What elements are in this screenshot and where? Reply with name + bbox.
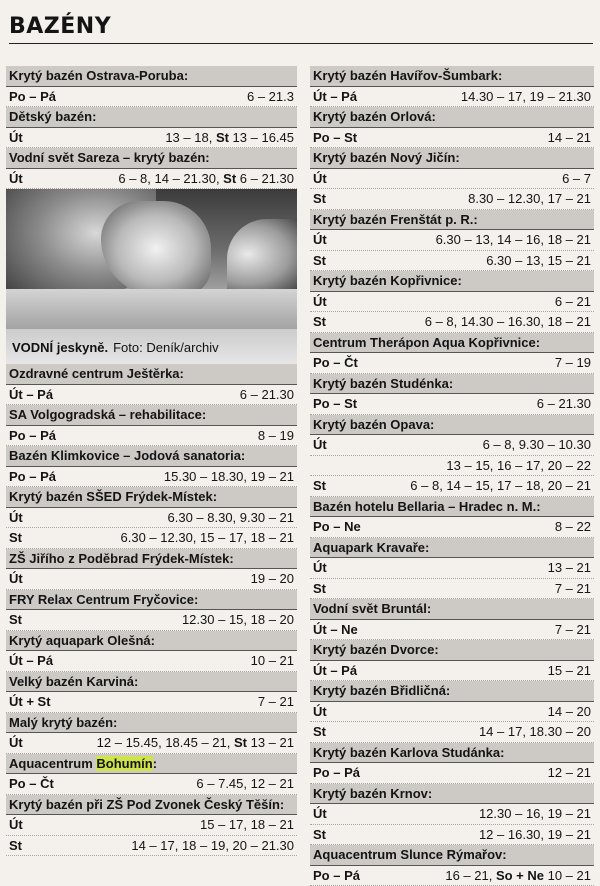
schedule-row [310, 292, 594, 313]
schedule-times: 6 – 21.3 [247, 87, 294, 107]
pool-name: Krytý bazén Nový Jičín: [310, 148, 594, 169]
pool-name: Krytý bazén Dvorce: [310, 640, 594, 661]
schedule-times: 7 – 19 [555, 353, 591, 373]
schedule-times: 6 – 7.45, 12 – 21 [196, 774, 294, 794]
schedule-times: 6 – 8, 14.30 – 16.30, 18 – 21 [425, 312, 591, 332]
schedule-times: 6 – 21.30 [537, 394, 591, 414]
schedule-days: St [313, 312, 326, 332]
schedule-days: St [216, 130, 229, 145]
schedule-times: 7 – 21 [555, 579, 591, 599]
schedule-times: 6 – 8, 14 – 15, 17 – 18, 20 – 21 [410, 476, 591, 496]
schedule-days: Po – Pá [313, 763, 360, 783]
right-column [310, 66, 594, 886]
photo-water [6, 289, 297, 329]
schedule-times: 15 – 17, 18 – 21 [200, 815, 294, 835]
schedule-row [310, 517, 594, 538]
schedule-row [310, 661, 594, 682]
schedule-times: 16 – 21, So + Ne 10 – 21 [445, 866, 591, 886]
schedule-times: 14 – 21 [548, 128, 591, 148]
schedule-days: St [9, 610, 22, 630]
pool-name: Centrum Therápon Aqua Kopřivnice: [310, 333, 594, 354]
schedule-days: Út – Pá [313, 661, 357, 681]
schedule-days: Út [313, 558, 327, 578]
schedule-times: 6 – 8, 9.30 – 10.30 [483, 435, 591, 455]
schedule-row [310, 230, 594, 251]
pool-name: Bazén hotelu Bellaria – Hradec n. M.: [310, 497, 594, 518]
title-divider [9, 43, 593, 44]
schedule-days: So + Ne [496, 868, 544, 883]
schedule-times: 13 – 15, 16 – 17, 20 – 22 [446, 456, 591, 476]
schedule-days: Út [313, 435, 327, 455]
schedule-days: Út [9, 169, 23, 189]
schedule-times: 6 – 21.30 [240, 385, 294, 405]
schedule-days: St [234, 735, 247, 750]
schedule-times: 19 – 20 [251, 569, 294, 589]
schedule-days: Po – Čt [9, 774, 54, 794]
schedule-times: 15.30 – 18.30, 19 – 21 [164, 467, 294, 487]
schedule-row [6, 815, 297, 836]
schedule-days: St [313, 476, 326, 496]
schedule-times: 14 – 20 [548, 702, 591, 722]
schedule-times: 8.30 – 12.30, 17 – 21 [468, 189, 591, 209]
schedule-row [310, 87, 594, 108]
pool-name: ZŠ Jiřího z Poděbrad Frýdek-Místek: [6, 549, 297, 570]
cave-photo [6, 189, 297, 364]
schedule-days: St [313, 251, 326, 271]
schedule-row [310, 128, 594, 149]
schedule-days: Po – Pá [9, 426, 56, 446]
pool-name: Aquapark Kravaře: [310, 538, 594, 559]
schedule-days: St [313, 579, 326, 599]
photo-caption [12, 340, 219, 355]
schedule-row [6, 692, 297, 713]
left-column [6, 66, 297, 856]
schedule-days: Út [313, 292, 327, 312]
schedule-times: 8 – 22 [555, 517, 591, 537]
schedule-days: Út [313, 804, 327, 824]
schedule-times: 8 – 19 [258, 426, 294, 446]
schedule-times: 12 – 21 [548, 763, 591, 783]
schedule-times: 6.30 – 12.30, 15 – 17, 18 – 21 [121, 528, 294, 548]
schedule-row [310, 251, 594, 272]
schedule-row [6, 733, 297, 754]
schedule-times: 6.30 – 13, 14 – 16, 18 – 21 [436, 230, 591, 250]
schedule-days: Po – Pá [9, 467, 56, 487]
schedule-row [6, 467, 297, 488]
schedule-row [310, 763, 594, 784]
schedule-row [310, 312, 594, 333]
schedule-times: 12.30 – 15, 18 – 20 [182, 610, 294, 630]
schedule-row [6, 385, 297, 406]
pool-name: Krytý bazén Ostrava-Poruba: [6, 66, 297, 87]
schedule-row [6, 774, 297, 795]
schedule-row [310, 169, 594, 190]
pool-name: Krytý bazén Kopřivnice: [310, 271, 594, 292]
schedule-days: Út [9, 508, 23, 528]
schedule-days: Út – Pá [313, 87, 357, 107]
pool-name: Krytý bazén Orlová: [310, 107, 594, 128]
schedule-times: 7 – 21 [555, 620, 591, 640]
schedule-days: Po – St [313, 394, 357, 414]
page-title: BAZÉNY [9, 13, 111, 41]
schedule-row [310, 804, 594, 825]
schedule-row [310, 456, 594, 477]
schedule-row [310, 353, 594, 374]
pool-name: Krytý bazén Karlova Studánka: [310, 743, 594, 764]
schedule-row [310, 558, 594, 579]
schedule-days: Út [313, 702, 327, 722]
pool-name: Vodní svět Sareza – krytý bazén: [6, 148, 297, 169]
schedule-times: 14 – 17, 18 – 19, 20 – 21.30 [131, 836, 294, 856]
schedule-days: Út – Pá [9, 651, 53, 671]
pool-name: SA Volgogradská – rehabilitace: [6, 405, 297, 426]
schedule-days: Út – Ne [313, 620, 358, 640]
schedule-row [310, 702, 594, 723]
schedule-times: 6 – 8, 14 – 21.30, St 6 – 21.30 [118, 169, 294, 189]
photo-caption-title: VODNÍ jeskyně. [12, 340, 108, 355]
schedule-times: 12 – 16.30, 19 – 21 [479, 825, 591, 845]
schedule-days: Út [9, 815, 23, 835]
schedule-times: 13 – 21 [548, 558, 591, 578]
schedule-row [6, 651, 297, 672]
schedule-times: 6 – 7 [562, 169, 591, 189]
schedule-days: St [9, 836, 22, 856]
pool-name: Bazén Klimkovice – Jodová sanatoria: [6, 446, 297, 467]
schedule-times: 6.30 – 13, 15 – 21 [486, 251, 591, 271]
schedule-times: 6 – 21 [555, 292, 591, 312]
schedule-times: 10 – 21 [251, 651, 294, 671]
pool-name: Ozdravné centrum Ještěrka: [6, 364, 297, 385]
pool-name: Krytý bazén Břidličná: [310, 681, 594, 702]
schedule-days: Út – Pá [9, 385, 53, 405]
schedule-row [310, 189, 594, 210]
schedule-row [6, 569, 297, 590]
schedule-times: 14 – 17, 18.30 – 20 [479, 722, 591, 742]
schedule-days: St [313, 825, 326, 845]
schedule-row [310, 722, 594, 743]
schedule-row [6, 528, 297, 549]
schedule-days: Po – St [313, 128, 357, 148]
schedule-times: 12 – 15.45, 18.45 – 21, St 13 – 21 [97, 733, 294, 753]
schedule-row [6, 128, 297, 149]
pool-name: Krytý bazén SŠED Frýdek-Místek: [6, 487, 297, 508]
schedule-times: 13 – 18, St 13 – 16.45 [165, 128, 294, 148]
schedule-times: 6.30 – 8.30, 9.30 – 21 [168, 508, 295, 528]
pool-name: Krytý bazén Frenštát p. R.: [310, 210, 594, 231]
pool-name: Vodní svět Bruntál: [310, 599, 594, 620]
schedule-days: Po – Ne [313, 517, 361, 537]
pool-name: Krytý bazén Krnov: [310, 784, 594, 805]
schedule-row [310, 620, 594, 641]
pool-name: Aquacentrum Bohumín: [6, 754, 297, 775]
schedule-row [6, 426, 297, 447]
schedule-row [310, 866, 594, 886]
pool-name: Malý krytý bazén: [6, 713, 297, 734]
schedule-times: 7 – 21 [258, 692, 294, 712]
pool-name: FRY Relax Centrum Fryčovice: [6, 590, 297, 611]
schedule-row [6, 610, 297, 631]
schedule-days: St [223, 171, 236, 186]
schedule-days: Út [9, 128, 23, 148]
photo-credit: Foto: Deník/archiv [113, 340, 219, 355]
pool-name: Krytý bazén Studénka: [310, 374, 594, 395]
schedule-row [310, 825, 594, 846]
schedule-days: Po – Čt [313, 353, 358, 373]
pool-name: Krytý bazén Opava: [310, 415, 594, 436]
schedule-days: Po – Pá [9, 87, 56, 107]
schedule-times: 15 – 21 [548, 661, 591, 681]
pool-name: Dětský bazén: [6, 107, 297, 128]
schedule-row [310, 579, 594, 600]
pool-name: Aquacentrum Slunce Rýmařov: [310, 845, 594, 866]
pool-name: Krytý aquapark Olešná: [6, 631, 297, 652]
pool-name: Velký bazén Karviná: [6, 672, 297, 693]
schedule-days: St [9, 528, 22, 548]
schedule-days: Út [313, 230, 327, 250]
schedule-row [310, 435, 594, 456]
schedule-days: Po – Pá [313, 866, 360, 886]
schedule-times: 14.30 – 17, 19 – 21.30 [461, 87, 591, 107]
schedule-days: Út [9, 569, 23, 589]
pool-name: Krytý bazén při ZŠ Pod Zvonek Český Těšín: [6, 795, 297, 816]
schedule-row [6, 87, 297, 108]
schedule-times: 12.30 – 16, 19 – 21 [479, 804, 591, 824]
pool-name: Krytý bazén Havířov-Šumbark: [310, 66, 594, 87]
schedule-days: St [313, 189, 326, 209]
schedule-days: St [313, 722, 326, 742]
highlighted-text: Bohumín [96, 756, 152, 771]
schedule-days: Út [313, 169, 327, 189]
schedule-row [310, 476, 594, 497]
schedule-row [6, 169, 297, 190]
schedule-days: Út [9, 733, 23, 753]
schedule-days: Út + St [9, 692, 51, 712]
photo-rock [227, 219, 297, 289]
schedule-row [310, 394, 594, 415]
schedule-row [6, 508, 297, 529]
